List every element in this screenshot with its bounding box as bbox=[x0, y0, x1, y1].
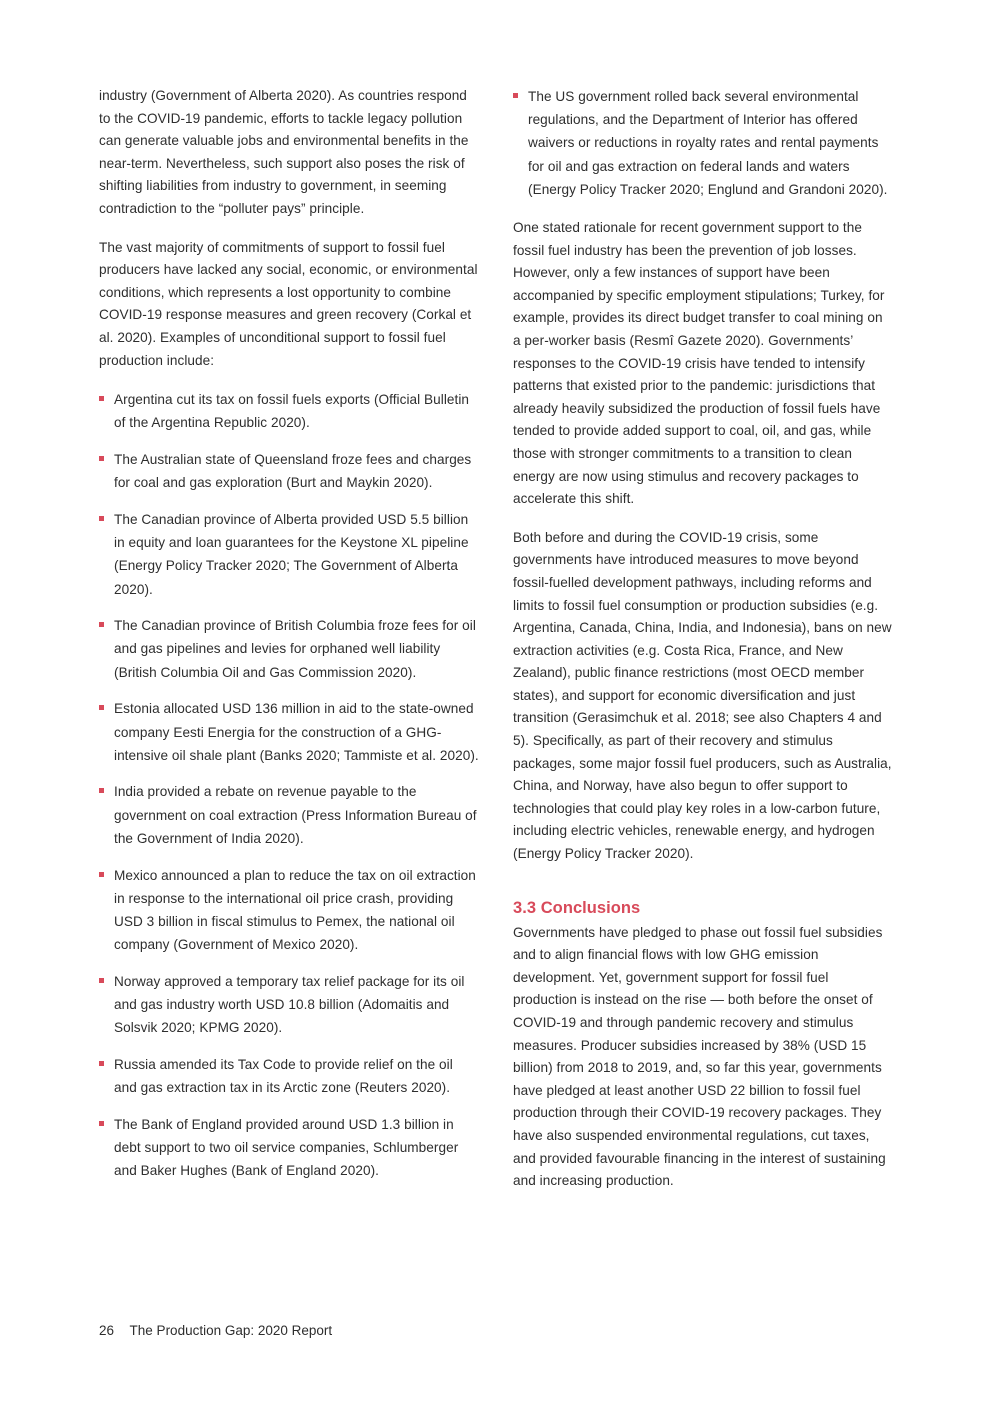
square-bullet-icon bbox=[99, 978, 104, 983]
list-item bbox=[99, 970, 479, 1040]
list-item-text: The Bank of England provided around USD 1.3 billion in debt support to two oil service companies, Schlumberger and Baker Hughes (Bank of England 2020). bbox=[114, 1116, 459, 1179]
body-paragraph: Both before and during the COVID-19 crisis, some governments have introduced measures to move beyond fossil-fuelled development pathways, including reforms and limits to fossil fuel consumption or production subsidies (e.g. Argentina, Canada, China, India, and Indonesia), bans on new extraction activities (e.g. Costa Rica, France, and New Zealand), public finance restrictions (most OECD member states), and support for economic diversification and just transition (Gerasimchuk et al. 2018; see also Chapters 4 and 5). Specifically, as part of their recovery and stimulus packages, some major fossil fuel producers, such as Australia, China, and Norway, have also begun to offer support to technologies that could play key roles in a low-carbon future, including electric vehicles, renewable energy, and hydrogen (Energy Policy Tracker 2020). bbox=[513, 529, 892, 862]
square-bullet-icon bbox=[99, 396, 104, 401]
list-item-text: Argentina cut its tax on fossil fuels exports (Official Bulletin of the Argentina Republic 2020). bbox=[114, 392, 470, 431]
list-item bbox=[99, 508, 479, 601]
square-bullet-icon bbox=[99, 622, 104, 627]
list-item bbox=[99, 1113, 479, 1183]
right-column bbox=[513, 85, 893, 1209]
list-item bbox=[513, 85, 893, 201]
unconditional-support-list-continued bbox=[513, 85, 893, 201]
list-item bbox=[99, 1053, 479, 1099]
list-item-text: Norway approved a temporary tax relief package for its oil and gas industry worth USD 10.8 billion (Adomaitis and Solsvik 2020; KPMG 2020). bbox=[114, 973, 465, 1036]
list-item bbox=[99, 864, 479, 957]
square-bullet-icon bbox=[99, 788, 104, 793]
list-item bbox=[99, 448, 479, 494]
list-item bbox=[99, 697, 479, 767]
list-item-text: The Australian state of Queensland froze fees and charges for coal and gas exploration (Burt and Maykin 2020). bbox=[114, 452, 472, 491]
square-bullet-icon bbox=[99, 456, 104, 461]
report-title: The Production Gap: 2020 Report bbox=[129, 1323, 333, 1338]
list-item-text: Estonia allocated USD 136 million in aid to the state-owned company Eesti Energia for the construction of a GHG-intensive oil shale plant (Banks 2020; Tammiste et al. 2020). bbox=[114, 701, 479, 763]
section-heading: 3.3 Conclusions bbox=[513, 898, 641, 917]
square-bullet-icon bbox=[99, 705, 104, 710]
body-paragraph: One stated rationale for recent government support to the fossil fuel industry has been the prevention of job losses. However, only a few instances of support have been accompanied by specific employment stipulations; Turkey, for example, provides its direct budget transfer to coal mining on a per-worker basis (Resmî Gazete 2020). Governments’ responses to the COVID-19 crisis have tended to intensify patterns that existed prior to the pandemic: jurisdictions that already heavily subsidized the production of fossil fuels have tended to provide added support to coal, oil, and gas, while those with stronger commitments to a transition to clean energy are now using stimulus and recovery packages to accelerate this shift. bbox=[513, 220, 885, 507]
list-item-text: The Canadian province of British Columbia froze fees for oil and gas pipelines and levies for orphaned well liability (British Columbia Oil and Gas Commission 2020). bbox=[114, 618, 476, 680]
square-bullet-icon bbox=[99, 872, 104, 877]
conclusion-paragraph: Governments have pledged to phase out fossil fuel subsidies and to align financial flows with low GHG emission development. Yet, government support for fossil fuel production is instead on the rise — both before the onset of COVID-19 and through pandemic recovery and stimulus measures. Producer subsidies increased by 38% (USD 15 billion) from 2018 to 2019, and, so far this year, governments have pledged at least another USD 22 billion to fossil fuel production through their COVID-19 recovery packages. They have also suspended environmental regulations, cut taxes, and provided favourable financing in the interest of sustaining and increasing production. bbox=[513, 924, 886, 1189]
list-item bbox=[99, 614, 479, 684]
unconditional-support-list bbox=[99, 388, 479, 1182]
list-item-text: The Canadian province of Alberta provided USD 5.5 billion in equity and loan guarantees for the Keystone XL pipeline (Energy Policy Tracker 2020; The Government of Alberta 2020). bbox=[114, 511, 469, 597]
body-paragraph: industry (Government of Alberta 2020). As countries respond to the COVID-19 pandemic, efforts to tackle legacy pollution can generate valuable jobs and environmental benefits in the near-term. Nevertheless, such support also poses the risk of shifting liabilities from industry to government, in seeming contradiction to the “polluter pays” principle. bbox=[99, 88, 469, 216]
list-item bbox=[99, 780, 479, 850]
list-item bbox=[99, 388, 479, 434]
page-number: 26 bbox=[99, 1323, 115, 1338]
body-paragraph: The vast majority of commitments of support to fossil fuel producers have lacked any social, economic, or environmental conditions, which represents a lost opportunity to combine COVID-19 response measures and green recovery (Corkal et al. 2020). Examples of unconditional support to fossil fuel production include: bbox=[99, 239, 478, 368]
square-bullet-icon bbox=[99, 516, 104, 521]
list-item-text: India provided a rebate on revenue payable to the government on coal extraction (Press Information Bureau of the Government of India 2020). bbox=[114, 784, 477, 846]
list-item-text: Mexico announced a plan to reduce the tax on oil extraction in response to the international oil price crash, providing USD 3 billion in fiscal stimulus to Pemex, the national oil company (Government of Mexico 2020). bbox=[114, 867, 476, 953]
square-bullet-icon bbox=[513, 93, 518, 98]
list-item-text: Russia amended its Tax Code to provide relief on the oil and gas extraction tax in its Arctic zone (Reuters 2020). bbox=[114, 1057, 453, 1096]
square-bullet-icon bbox=[99, 1061, 104, 1066]
left-column bbox=[99, 85, 479, 1199]
square-bullet-icon bbox=[99, 1121, 104, 1126]
list-item-text: The US government rolled back several environmental regulations, and the Department of Interior has offered waivers or reductions in royalty rates and rental payments for oil and gas extraction on federal lands and waters (Energy Policy Tracker 2020; Englund and Grandoni 2020). bbox=[528, 89, 888, 197]
page-footer bbox=[99, 1323, 332, 1338]
